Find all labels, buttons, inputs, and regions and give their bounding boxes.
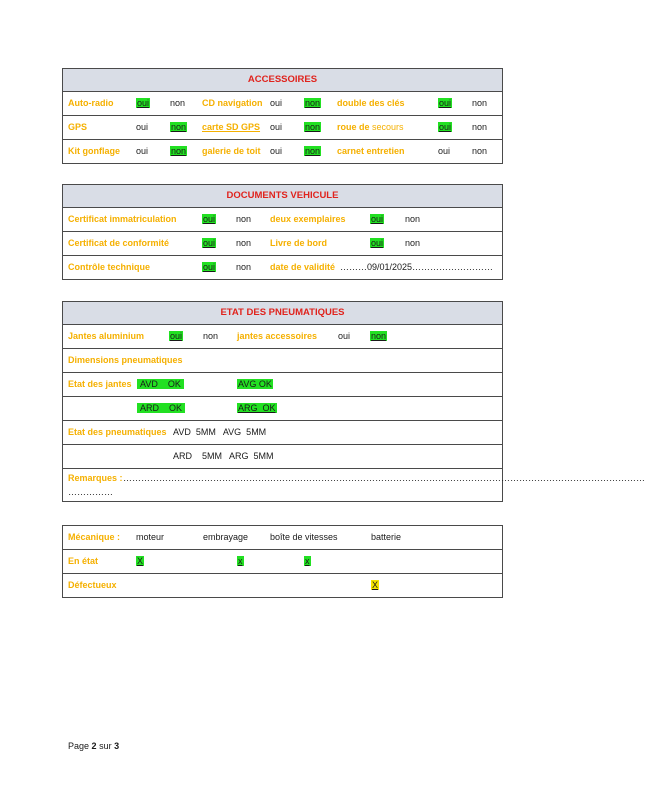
option-oui-selected[interactable]: oui: [203, 214, 216, 224]
label-etat-pneumatiques: Etat des pneumatiques: [68, 427, 167, 437]
label-jantes-accessoires: jantes accessoires: [237, 331, 318, 341]
table-row: [63, 550, 502, 574]
table-row: [63, 397, 502, 421]
option-non[interactable]: non: [203, 331, 219, 341]
option-oui-selected[interactable]: oui: [170, 331, 183, 341]
col-batterie: batterie: [371, 532, 402, 542]
label-kit-gonflage: Kit gonflage: [68, 146, 120, 156]
label-jantes-aluminium: Jantes aluminium: [68, 331, 145, 341]
label-auto-radio: Auto-radio: [68, 98, 114, 108]
option-oui-selected[interactable]: oui: [439, 98, 452, 108]
table-row: [63, 574, 502, 597]
table-row: [63, 349, 502, 373]
option-non[interactable]: non: [472, 122, 488, 132]
label-roue-de: roue de: [337, 122, 370, 132]
option-non[interactable]: non: [236, 262, 252, 272]
table-row: [63, 445, 502, 469]
option-non[interactable]: non: [472, 98, 488, 108]
option-oui-selected[interactable]: oui: [371, 238, 384, 248]
pneumatiques-table: [62, 301, 645, 502]
pneus-avant-value[interactable]: AVD 5MM AVG 5MM: [173, 427, 267, 437]
label-carnet-entretien: carnet entretien: [337, 146, 405, 156]
label-date-validite: date de validité: [270, 262, 336, 272]
table-row: [63, 373, 502, 397]
mark-embrayage[interactable]: x: [238, 556, 243, 566]
option-oui[interactable]: oui: [136, 146, 149, 156]
option-non[interactable]: non: [472, 146, 488, 156]
option-non-selected[interactable]: non: [305, 98, 321, 108]
option-non-selected[interactable]: non: [171, 146, 187, 156]
accessoires-title: ACCESSOIRES: [63, 69, 502, 92]
table-row: [63, 325, 502, 349]
option-oui-selected[interactable]: oui: [439, 122, 452, 132]
option-oui[interactable]: oui: [270, 146, 283, 156]
option-non-selected[interactable]: non: [305, 146, 321, 156]
table-row: [63, 92, 502, 116]
mark-batterie[interactable]: X: [372, 580, 379, 590]
footer-page-total: 3: [114, 741, 120, 751]
col-embrayage: embrayage: [203, 532, 249, 542]
footer-page-number: 2: [91, 741, 97, 751]
option-non[interactable]: non: [236, 214, 252, 224]
option-oui-selected[interactable]: oui: [203, 238, 216, 248]
jante-ard-value[interactable]: ARD OK: [137, 403, 185, 413]
remarques-dots[interactable]: …………………………………………………………………………………………………………………………………………………………: [123, 473, 645, 483]
table-row: [63, 232, 502, 256]
jante-arg-value[interactable]: ARG OK: [238, 403, 276, 413]
table-row: [63, 116, 502, 140]
option-oui[interactable]: oui: [270, 98, 283, 108]
option-oui-selected[interactable]: oui: [137, 98, 150, 108]
option-oui[interactable]: oui: [270, 122, 283, 132]
option-non-selected[interactable]: non: [171, 122, 187, 132]
mark-moteur[interactable]: X: [137, 556, 144, 566]
mecanique-table: [62, 525, 503, 598]
label-remarques: Remarques :: [68, 473, 123, 483]
option-non[interactable]: non: [170, 98, 186, 108]
option-oui[interactable]: oui: [338, 331, 351, 341]
table-row: [63, 140, 502, 163]
option-oui-selected[interactable]: oui: [371, 214, 384, 224]
label-secours: secours: [372, 122, 404, 132]
label-deux-exemplaires: deux exemplaires: [270, 214, 346, 224]
label-carte-sd-gps: carte SD GPS: [202, 122, 261, 132]
label-cd-navigation: CD navigation: [202, 98, 263, 108]
label-en-etat: En état: [68, 556, 99, 566]
option-non[interactable]: non: [405, 238, 421, 248]
remarques-dots-2[interactable]: ……………: [68, 487, 113, 497]
page-footer: [68, 741, 119, 751]
label-dimensions-pneumatiques: Dimensions pneumatiques: [68, 355, 183, 365]
option-oui[interactable]: oui: [438, 146, 451, 156]
table-row: [63, 526, 502, 550]
jante-avd-value[interactable]: AVD OK: [137, 379, 184, 389]
label-certificat-immatriculation: Certificat immatriculation: [68, 214, 177, 224]
col-moteur: moteur: [136, 532, 165, 542]
option-non[interactable]: non: [236, 238, 252, 248]
label-gps: GPS: [68, 122, 88, 132]
accessoires-table: [62, 68, 503, 164]
documents-table: [62, 184, 503, 280]
footer-page-word: Page: [68, 741, 90, 751]
documents-title: DOCUMENTS VEHICULE: [63, 185, 502, 208]
option-oui[interactable]: oui: [136, 122, 149, 132]
label-controle-technique: Contrôle technique: [68, 262, 151, 272]
footer-sur-word: sur: [99, 741, 112, 751]
table-row: [63, 421, 502, 445]
pneus-arriere-value[interactable]: ARD 5MM ARG 5MM: [173, 451, 274, 461]
label-double-cles: double des clés: [337, 98, 405, 108]
label-mecanique: Mécanique :: [68, 532, 121, 542]
jante-avg-value[interactable]: AVG OK: [238, 379, 272, 389]
table-row: [63, 208, 502, 232]
option-non-selected[interactable]: non: [371, 331, 387, 341]
option-oui-selected[interactable]: oui: [203, 262, 216, 272]
option-non[interactable]: non: [405, 214, 421, 224]
col-boite-vitesses: boîte de vitesses: [270, 532, 338, 542]
table-row: [63, 256, 502, 279]
label-galerie-toit: galerie de toit: [202, 146, 261, 156]
date-validite-value[interactable]: ………09/01/2025………………………: [340, 262, 494, 272]
option-non-selected[interactable]: non: [305, 122, 321, 132]
label-certificat-conformite: Certificat de conformité: [68, 238, 170, 248]
label-livre-de-bord: Livre de bord: [270, 238, 328, 248]
remarques-row: [63, 469, 645, 501]
label-etat-jantes: Etat des jantes: [68, 379, 132, 389]
mark-boite-vitesses[interactable]: x: [305, 556, 310, 566]
label-defectueux: Défectueux: [68, 580, 117, 590]
pneumatiques-title: ETAT DES PNEUMATIQUES: [63, 302, 502, 325]
